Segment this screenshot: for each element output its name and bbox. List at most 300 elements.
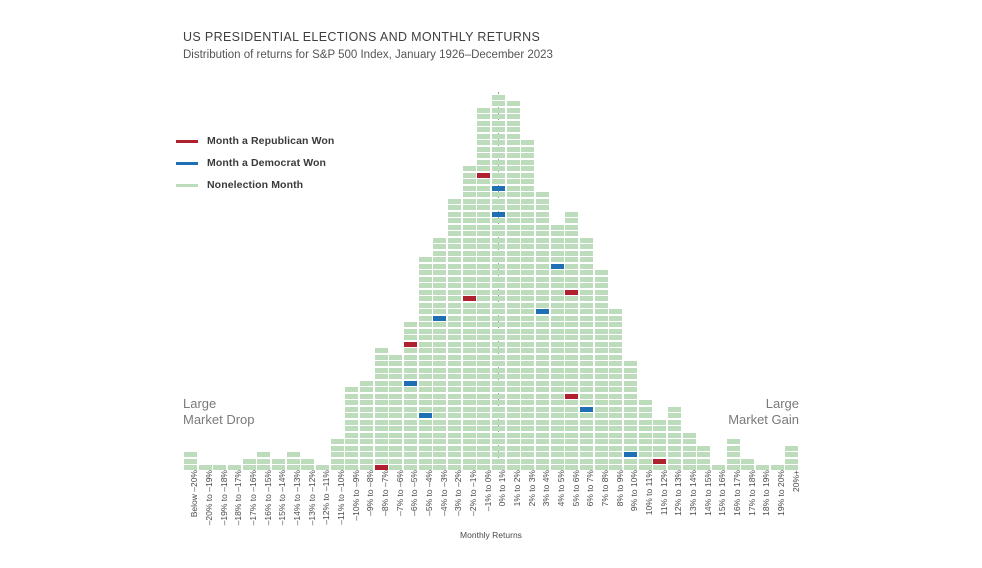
histogram-cell — [477, 205, 490, 210]
histogram-cell — [433, 257, 446, 262]
histogram-cell — [580, 342, 593, 347]
histogram-cell — [375, 446, 388, 451]
histogram-cell — [463, 420, 476, 425]
histogram-cell — [609, 426, 622, 431]
histogram-cell — [419, 387, 432, 392]
histogram-cell — [551, 309, 564, 314]
histogram-cell — [433, 290, 446, 295]
histogram-cell — [433, 420, 446, 425]
histogram-cell — [727, 452, 740, 457]
histogram-cell — [389, 452, 402, 457]
histogram-cell — [477, 192, 490, 197]
histogram-cell — [565, 283, 578, 288]
histogram-cell — [433, 368, 446, 373]
histogram-cell — [580, 374, 593, 379]
histogram-cell — [419, 277, 432, 282]
histogram-cell — [507, 147, 520, 152]
histogram-cell — [404, 433, 417, 438]
histogram-cell — [419, 316, 432, 321]
histogram-cell — [536, 257, 549, 262]
histogram-cell — [639, 407, 652, 412]
histogram-cell — [639, 433, 652, 438]
histogram-cell — [521, 452, 534, 457]
histogram-cell — [639, 452, 652, 457]
histogram-cell — [507, 296, 520, 301]
histogram-cell — [492, 413, 505, 418]
histogram-cell — [477, 251, 490, 256]
histogram-cell — [360, 433, 373, 438]
histogram-bar-stack — [375, 347, 388, 471]
histogram-cell — [580, 348, 593, 353]
histogram-cell — [580, 439, 593, 444]
histogram-cell — [477, 264, 490, 269]
histogram-cell — [419, 309, 432, 314]
histogram-cell — [419, 433, 432, 438]
histogram-cell — [580, 452, 593, 457]
x-axis-tick-label — [257, 470, 273, 530]
x-axis-tick-text: 13% to 14% — [688, 470, 698, 516]
histogram-cell — [609, 407, 622, 412]
histogram-cell — [492, 95, 505, 100]
histogram-cell — [580, 387, 593, 392]
x-axis-tick-label — [301, 470, 317, 530]
histogram-cell — [448, 303, 461, 308]
histogram-cell — [331, 446, 344, 451]
histogram-cell — [477, 257, 490, 262]
histogram-cell — [551, 303, 564, 308]
histogram-cell — [448, 316, 461, 321]
histogram-cell — [785, 446, 798, 451]
histogram-cell — [419, 439, 432, 444]
histogram-cell — [477, 452, 490, 457]
histogram-cell — [477, 296, 490, 301]
histogram-cell — [419, 342, 432, 347]
histogram-cell — [448, 394, 461, 399]
histogram-cell — [492, 303, 505, 308]
x-axis-tick-label — [331, 470, 344, 530]
histogram-cell — [419, 322, 432, 327]
histogram-cell — [595, 452, 608, 457]
histogram-cell — [448, 244, 461, 249]
histogram-bar-stack — [727, 438, 740, 471]
histogram-bar-stack — [785, 444, 798, 470]
histogram-cell — [595, 394, 608, 399]
histogram-cell — [551, 459, 564, 464]
x-axis-tick-text: 11% to 12% — [658, 470, 669, 516]
histogram-bar-stack — [360, 379, 373, 470]
histogram-cell — [448, 407, 461, 412]
histogram-cell — [639, 420, 652, 425]
histogram-cell — [521, 303, 534, 308]
histogram-cell — [536, 374, 549, 379]
histogram-cell — [521, 199, 534, 204]
histogram-cell — [609, 329, 622, 334]
histogram-cell — [492, 270, 505, 275]
histogram-cell — [492, 134, 505, 139]
histogram-cell — [492, 355, 505, 360]
histogram-cell — [404, 452, 417, 457]
histogram-cell — [492, 309, 505, 314]
histogram-cell — [463, 355, 476, 360]
histogram-cell — [345, 426, 358, 431]
histogram-cell — [565, 342, 578, 347]
x-axis-tick-label — [507, 470, 520, 530]
histogram-cell — [580, 238, 593, 243]
histogram-cell — [463, 257, 476, 262]
histogram-cell — [463, 394, 476, 399]
x-axis-tick-label — [727, 470, 740, 530]
histogram-cell — [551, 439, 564, 444]
histogram-cell — [345, 446, 358, 451]
histogram-cell — [609, 459, 622, 464]
histogram-cell — [433, 296, 446, 301]
histogram-cell — [609, 348, 622, 353]
histogram-cell — [448, 381, 461, 386]
histogram-cell — [477, 186, 490, 191]
histogram-cell — [507, 283, 520, 288]
histogram-cell — [551, 452, 564, 457]
histogram-bar-stack — [536, 191, 549, 471]
histogram-bar-stack — [419, 256, 432, 471]
histogram-cell — [580, 303, 593, 308]
histogram-cell — [331, 459, 344, 464]
histogram-cell — [536, 316, 549, 321]
histogram-cell — [492, 446, 505, 451]
histogram-cell — [624, 374, 637, 379]
chart-subtitle: Distribution of returns for S&P 500 Index, January 1926–December 2023 — [183, 49, 553, 61]
histogram-cell — [477, 225, 490, 230]
x-axis-tick-text: –4% to –3% — [438, 470, 449, 516]
histogram-cell — [375, 394, 388, 399]
histogram-cell-republican — [565, 290, 578, 295]
histogram-cell — [375, 400, 388, 405]
histogram-cell — [536, 459, 549, 464]
histogram-cell — [595, 387, 608, 392]
histogram-cell — [580, 368, 593, 373]
histogram-cell — [448, 361, 461, 366]
histogram-bar-stack — [184, 451, 197, 471]
x-axis-tick-text: –12% to –11% — [321, 470, 332, 525]
x-axis-tick-text: 17% to 18% — [746, 470, 757, 516]
histogram-cell — [595, 348, 608, 353]
histogram-cell — [609, 381, 622, 386]
histogram-cell — [507, 186, 520, 191]
histogram-cell — [595, 413, 608, 418]
histogram-cell — [609, 368, 622, 373]
histogram-cell — [448, 368, 461, 373]
histogram-cell — [360, 459, 373, 464]
histogram-cell — [551, 251, 564, 256]
histogram-cell — [433, 264, 446, 269]
histogram-cell — [609, 355, 622, 360]
x-axis-tick-label — [756, 470, 772, 530]
histogram-cell — [463, 179, 476, 184]
x-axis-title: Monthly Returns — [460, 530, 522, 540]
histogram-cell — [595, 361, 608, 366]
histogram-cell — [492, 407, 505, 412]
x-axis-tick-label — [609, 470, 625, 530]
histogram-cell — [463, 348, 476, 353]
histogram-cell — [580, 394, 593, 399]
histogram-cell — [565, 361, 578, 366]
histogram-cell — [507, 342, 520, 347]
histogram-cell — [727, 459, 740, 464]
histogram-cell — [507, 153, 520, 158]
histogram-cell — [609, 452, 622, 457]
histogram-cell — [609, 433, 622, 438]
histogram-cell — [404, 335, 417, 340]
histogram-cell — [565, 218, 578, 223]
histogram-cell — [375, 374, 388, 379]
histogram-cell — [507, 264, 520, 269]
histogram-cell — [536, 407, 549, 412]
histogram-cell — [565, 413, 578, 418]
histogram-bar-stack — [272, 457, 285, 470]
histogram-cell — [507, 459, 520, 464]
histogram-cell — [521, 387, 534, 392]
histogram-cell — [565, 322, 578, 327]
histogram-cell — [507, 257, 520, 262]
histogram-cell — [404, 413, 417, 418]
x-axis-tick-text: 20%+ — [790, 470, 801, 492]
histogram-cell — [609, 413, 622, 418]
histogram-cell — [551, 446, 564, 451]
histogram-cell — [507, 426, 520, 431]
histogram-cell — [477, 459, 490, 464]
histogram-cell — [536, 205, 549, 210]
histogram-cell — [492, 426, 505, 431]
histogram-cell — [375, 413, 388, 418]
x-axis-tick-label — [345, 470, 361, 530]
x-axis-tick-text: 8% to 9% — [614, 470, 625, 507]
histogram-cell — [448, 420, 461, 425]
histogram-cell — [536, 452, 549, 457]
histogram-cell — [477, 121, 490, 126]
histogram-cell — [521, 433, 534, 438]
histogram-cell — [404, 374, 417, 379]
histogram-cell — [477, 374, 490, 379]
histogram-cell — [595, 459, 608, 464]
histogram-cell — [433, 277, 446, 282]
histogram-cell — [360, 452, 373, 457]
histogram-cell — [404, 361, 417, 366]
histogram-cell — [580, 329, 593, 334]
x-axis-tick-label — [639, 470, 652, 530]
histogram-cell — [521, 173, 534, 178]
histogram-cell — [433, 283, 446, 288]
histogram-cell — [536, 270, 549, 275]
histogram-cell — [536, 251, 549, 256]
histogram-cell — [492, 160, 505, 165]
histogram-cell — [507, 348, 520, 353]
histogram-cell — [433, 342, 446, 347]
histogram-cell — [492, 381, 505, 386]
histogram-cell — [477, 381, 490, 386]
histogram-cell — [727, 446, 740, 451]
histogram-cell — [345, 400, 358, 405]
histogram-cell — [448, 290, 461, 295]
histogram-cell — [419, 368, 432, 373]
histogram-cell — [536, 231, 549, 236]
x-axis-tick-text: 5% to 6% — [570, 470, 581, 507]
histogram-cell — [551, 277, 564, 282]
histogram-cell — [433, 322, 446, 327]
histogram-cell — [492, 166, 505, 171]
histogram-cell — [433, 303, 446, 308]
histogram-cell — [419, 459, 432, 464]
histogram-cell — [448, 452, 461, 457]
annotation-right-line2: Market Gain — [728, 412, 799, 427]
histogram-cell — [507, 355, 520, 360]
histogram-cell — [492, 231, 505, 236]
histogram-cell — [331, 439, 344, 444]
histogram-cell — [507, 446, 520, 451]
histogram-cell — [360, 420, 373, 425]
histogram-cell — [536, 381, 549, 386]
histogram-cell — [463, 303, 476, 308]
histogram-cell — [360, 426, 373, 431]
histogram-cell — [389, 446, 402, 451]
histogram-cell-democrat — [580, 407, 593, 412]
histogram-cell — [477, 322, 490, 327]
x-axis-tick-label — [360, 470, 376, 530]
histogram-cell — [565, 257, 578, 262]
histogram-cell — [565, 316, 578, 321]
histogram-cell — [448, 270, 461, 275]
histogram-cell — [477, 348, 490, 353]
histogram-cell — [389, 426, 402, 431]
histogram-cell — [521, 329, 534, 334]
histogram-cell — [521, 374, 534, 379]
histogram-cell — [360, 400, 373, 405]
histogram-cell — [521, 166, 534, 171]
histogram-cell — [463, 368, 476, 373]
histogram-bar-stack — [492, 93, 505, 470]
x-axis-tick-label — [712, 470, 728, 530]
histogram-cell — [521, 277, 534, 282]
x-axis-tick-label — [419, 470, 432, 530]
histogram-cell — [360, 387, 373, 392]
histogram-cell — [551, 225, 564, 230]
histogram-cell — [419, 303, 432, 308]
histogram-cell — [389, 459, 402, 464]
histogram-cell — [507, 329, 520, 334]
histogram-cell — [463, 264, 476, 269]
histogram-cell — [433, 381, 446, 386]
histogram-cell — [536, 277, 549, 282]
histogram-cell — [565, 426, 578, 431]
x-axis-tick-text: –6% to –5% — [409, 470, 420, 516]
histogram-cell — [507, 173, 520, 178]
x-axis-tick-text: –16% to –15% — [262, 470, 273, 526]
histogram-cell — [433, 309, 446, 314]
histogram-cell — [477, 283, 490, 288]
histogram-bar-stack — [287, 451, 300, 471]
histogram-cell — [551, 394, 564, 399]
histogram-cell — [521, 140, 534, 145]
histogram-cell — [463, 218, 476, 223]
histogram-bar-stack — [595, 269, 608, 471]
histogram-cell — [448, 231, 461, 236]
histogram-cell — [521, 231, 534, 236]
annotation-left-line2: Market Drop — [183, 412, 255, 427]
x-axis-tick-text: –15% to –14% — [277, 470, 288, 526]
histogram-cell — [551, 361, 564, 366]
histogram-cell — [595, 400, 608, 405]
histogram-cell — [521, 335, 534, 340]
histogram-bar-stack — [345, 386, 358, 471]
histogram-cell — [463, 361, 476, 366]
histogram-cell — [419, 361, 432, 366]
histogram-cell — [492, 199, 505, 204]
histogram-cell — [683, 446, 696, 451]
histogram-cell — [565, 251, 578, 256]
histogram-cell — [624, 420, 637, 425]
histogram-cell — [389, 394, 402, 399]
histogram-cell — [375, 381, 388, 386]
histogram-cell — [521, 225, 534, 230]
histogram-cell — [287, 452, 300, 457]
histogram-cell — [668, 446, 681, 451]
histogram-cell — [609, 394, 622, 399]
histogram-bar-stack — [565, 210, 578, 470]
histogram-cell — [375, 368, 388, 373]
histogram-cell — [507, 179, 520, 184]
histogram-cell — [668, 413, 681, 418]
histogram-cell — [448, 296, 461, 301]
histogram-cell — [419, 381, 432, 386]
histogram-cell — [697, 459, 710, 464]
histogram-cell — [580, 381, 593, 386]
histogram-cell — [521, 205, 534, 210]
x-axis-tick-label — [199, 470, 212, 530]
histogram-cell — [624, 439, 637, 444]
histogram-cell — [492, 296, 505, 301]
x-axis-tick-text: –20% to –19% — [204, 470, 214, 526]
histogram-cell — [477, 309, 490, 314]
histogram-cell — [507, 225, 520, 230]
histogram-cell — [565, 244, 578, 249]
histogram-cell — [448, 322, 461, 327]
histogram-cell — [507, 192, 520, 197]
histogram-cell — [433, 459, 446, 464]
histogram-cell — [463, 225, 476, 230]
histogram-cell — [521, 283, 534, 288]
histogram-cell — [551, 407, 564, 412]
histogram-cell — [580, 446, 593, 451]
histogram-cell — [375, 387, 388, 392]
histogram-cell — [463, 290, 476, 295]
title-block — [183, 30, 823, 61]
histogram-bar-stack — [463, 165, 476, 471]
x-axis-tick-text: 19% to 20% — [776, 470, 786, 516]
histogram-cell — [463, 452, 476, 457]
histogram-cell — [536, 322, 549, 327]
x-axis-tick-label — [741, 470, 757, 530]
x-axis-tick-label — [448, 470, 464, 530]
histogram-cell — [492, 394, 505, 399]
histogram-cell — [565, 439, 578, 444]
histogram-cell — [595, 374, 608, 379]
histogram-cell — [477, 420, 490, 425]
histogram-bar-stack — [433, 236, 446, 470]
histogram-cell — [404, 322, 417, 327]
histogram-cell — [448, 329, 461, 334]
histogram-cell — [624, 413, 637, 418]
histogram-cell — [448, 257, 461, 262]
histogram-cell — [360, 394, 373, 399]
histogram-cell — [536, 290, 549, 295]
